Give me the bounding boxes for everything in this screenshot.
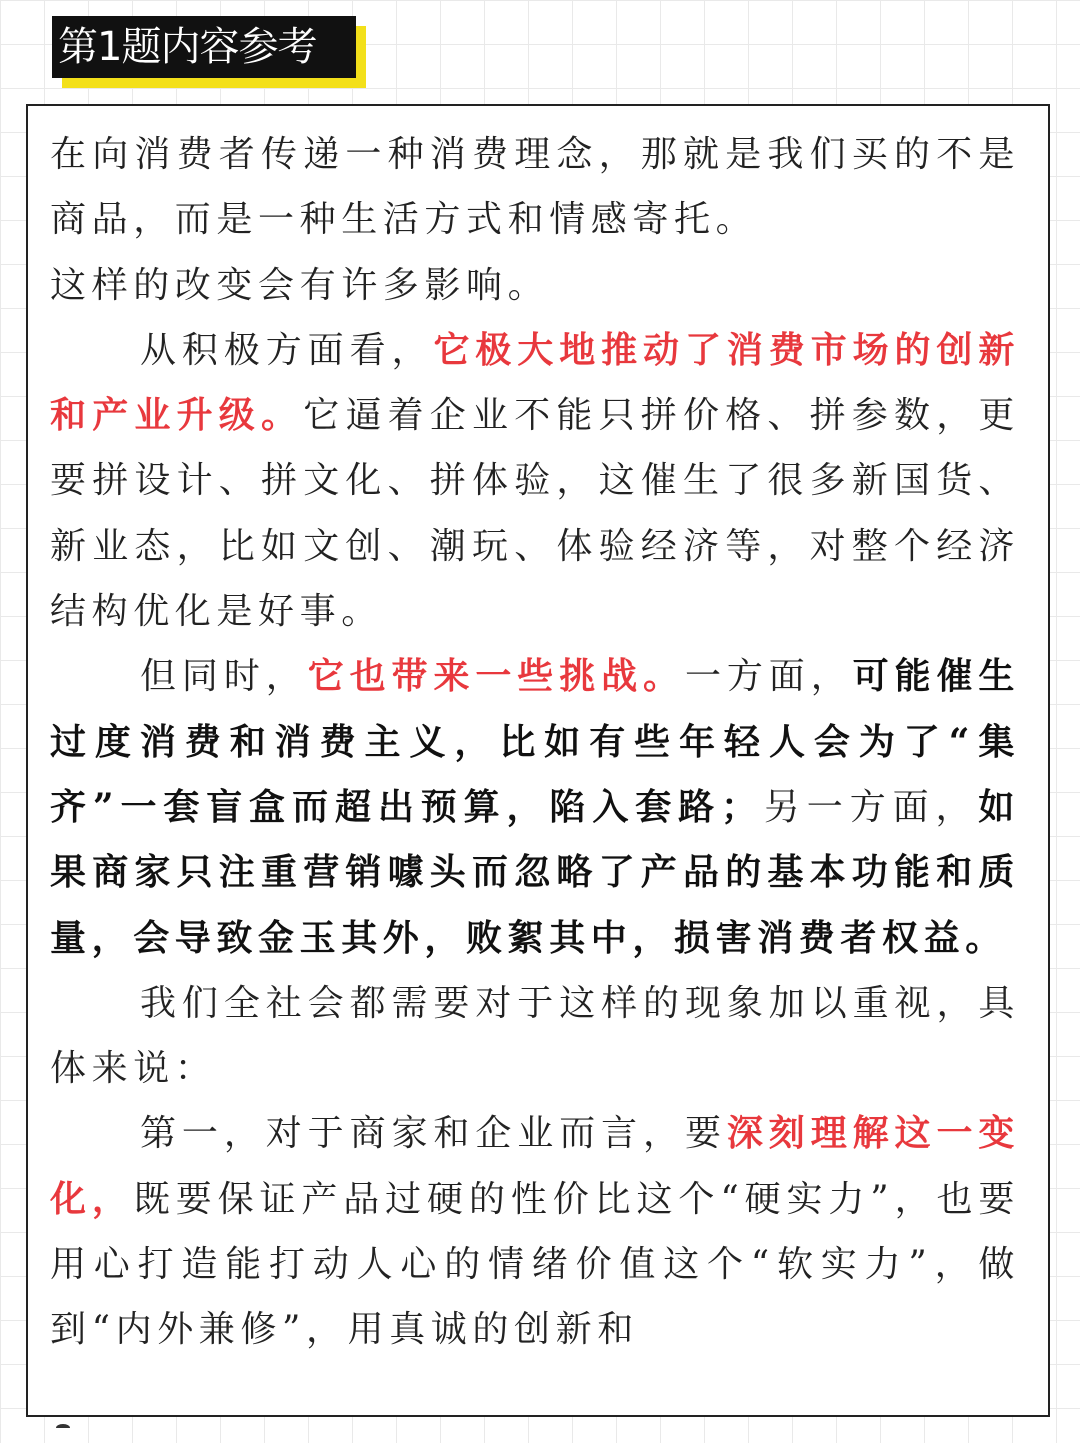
section-title: 第1题内容参考	[52, 16, 356, 78]
cropped-character-fragment	[56, 1424, 70, 1432]
highlighted-key-point: 深刻理解这一变化，	[50, 1112, 1020, 1220]
paragraph	[50, 122, 1020, 253]
body-text: 我们全社会都需要对于这样的现象加以重视，具体来说：	[50, 982, 1020, 1090]
highlighted-key-point: 它也带来一些挑战。	[307, 655, 685, 698]
body-text: 在向消费者传递一种消费理念，那就是我们买的不是商品，而是一种生活方式和情感寄托。	[50, 134, 1020, 241]
body-text: 它逼着企业不能只拼价格、拼参数，更要拼设计、拼文化、拼体验，这催生了很多新国货、新业态，比如文创、潮玩、体验经济等，对整个经济结构优化是好事。	[50, 395, 1020, 633]
body-text: 但同时，	[140, 656, 308, 698]
paragraph	[50, 1101, 1020, 1362]
highlighted-key-point: 它极大地推动了消费市场的创新和产业升级。	[50, 328, 1020, 437]
paragraph	[50, 971, 1020, 1102]
bold-text: 如果商家只注重营销噱头而忽略了产品的基本功能和质量，会导致金玉其外，败絮其中，损害消费者权益。	[50, 785, 1020, 959]
body-text: 这样的改变会有许多影响。	[50, 264, 550, 306]
paragraph	[50, 318, 1020, 644]
title-block	[52, 16, 366, 88]
bold-text: 可能催生过度消费和消费主义，比如有些年轻人会为了“集齐”一套盲盒而超出预算，陷入套路；	[50, 655, 1021, 828]
body-text: 既要保证产品过硬的性价比这个“硬实力”，也要用心打造能打动人心的情绪价值这个“软实力”，做到“内外兼修”，用真诚的创新和	[50, 1178, 1020, 1351]
body-text: 第一，对于商家和企业而言，要	[140, 1113, 727, 1155]
paragraph	[50, 644, 1020, 970]
article-body	[50, 122, 1020, 1363]
paragraph	[50, 253, 1020, 318]
body-text: 从积极方面看，	[140, 329, 434, 371]
body-text: 另一方面，	[762, 786, 979, 828]
body-text: 一方面，	[684, 656, 853, 698]
